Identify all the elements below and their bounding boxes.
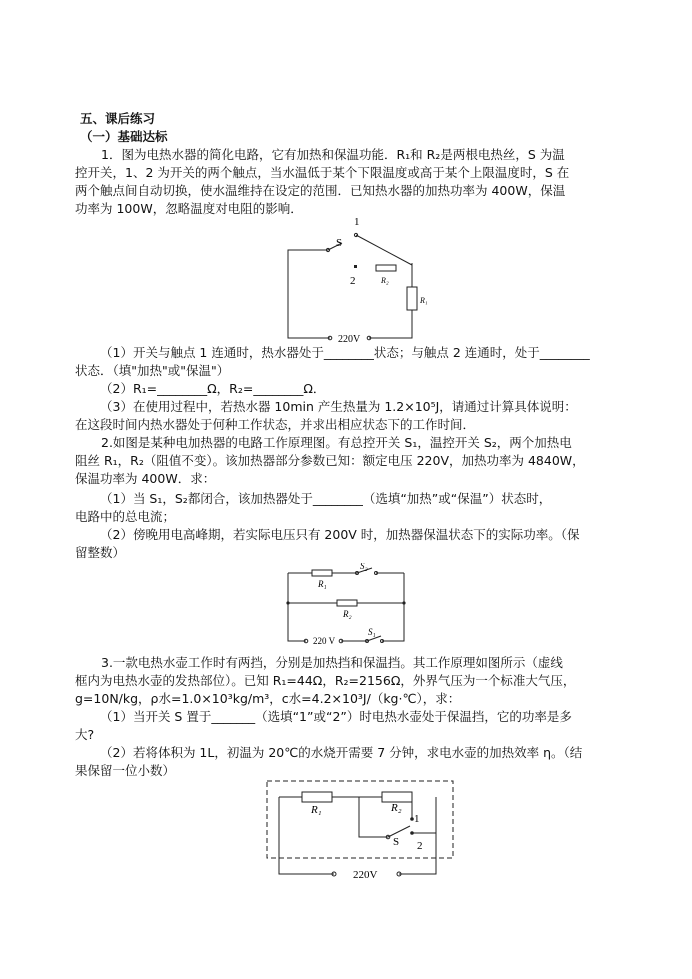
- q1-line-1: 1．图为电热水器的简化电路，它有加热和保温功能．R₁和 R₂是两根电热丝，S 为温: [101, 147, 565, 162]
- q3-r1-label: R₁: [311, 804, 322, 816]
- q1-sub-1: （1）开关与触点 1 连通时，热水器处于________状态；与触点 2 连通时，处于________: [100, 345, 590, 360]
- q2-sub-2b: 留整数）: [75, 545, 126, 560]
- q3-line-3: g=10N/kg，ρ水=1.0×10³kg/m³，c水=4.2×10³J/（kg·℃），求：: [75, 691, 461, 706]
- q3-r1-resistor: [302, 792, 332, 802]
- q2-r2-resistor: [337, 600, 357, 606]
- q1-sub-3: （3）在使用过程中，若热水器 10min 产生热量为 1.2×10⁵J，请通过计算具体说明：: [100, 399, 577, 414]
- section-subheading: （一）基础达标: [80, 129, 168, 144]
- q1-sub-3b: 在这段时间内热水器处于何种工作状态，并求出相应状态下的工作时间．: [75, 417, 476, 432]
- q3-line-1: 3.一款电热水壶工作时有两挡，分别是加热挡和保温挡。其工作原理如图所示（虚线: [101, 655, 563, 670]
- q3-sub-1: （1）当开关 S 置于_______（选填“1”或“2”）时电热水壶处于保温挡，它的功率是多: [100, 709, 572, 724]
- q3-r2-resistor: [382, 792, 412, 802]
- q3-sub-2: （2）若将体积为 1L，初温为 20℃的水烧开需要 7 分钟，求电水壶的加热效率 η。（结: [100, 745, 583, 760]
- q3-r2-label: R₂: [391, 802, 402, 814]
- q1-contact-2-label: 2: [350, 275, 356, 287]
- q3-contact-1-label: 1: [414, 813, 420, 825]
- q2-voltage-label: 220 V: [313, 636, 336, 646]
- q2-sub-1: （1）当 S₁，S₂都闭合，该加热器处于________（选填“加热”或“保温”）状态时，: [100, 491, 552, 506]
- q3-switch-label: S: [393, 836, 400, 848]
- q2-r2-label: R₂: [343, 609, 352, 619]
- q1-voltage-label: 220V: [338, 334, 361, 345]
- q3-sub-2b: 果保留一位小数）: [75, 763, 176, 778]
- q3-sub-1b: 大?: [75, 727, 95, 742]
- q1-contact-1-label: 1: [354, 216, 360, 228]
- q2-r1-resistor: [312, 570, 332, 576]
- q2-sub-2: （2）傍晚用电高峰期，若实际电压只有 200V 时，加热器保温状态下的实际功率。（保: [100, 527, 580, 542]
- q2-line-2: 阻丝 R₁，R₂（阻值不变）。该加热器部分参数已知：额定电压 220V，加热功率为 4840W，: [75, 453, 585, 468]
- q2-circuit-diagram: [282, 563, 412, 653]
- q1-r2-label: R₂: [381, 276, 389, 285]
- q2-sub-1b: 电路中的总电流；: [75, 509, 176, 524]
- q1-r1-resistor: [407, 287, 417, 310]
- q1-r1-label: R₁: [420, 296, 428, 305]
- q1-r2-resistor: [376, 265, 396, 271]
- q1-circuit-diagram: [280, 215, 430, 345]
- q2-line-3: 保温功率为 400W．求：: [75, 471, 216, 486]
- q2-r1-label: R₁: [318, 579, 327, 589]
- q1-line-4: 功率为 100W，忽略温度对电阻的影响．: [75, 201, 303, 216]
- q2-line-1: 2.如图是某种电加热器的电路工作原理图。有总控开关 S₁，温控开关 S₂，两个加热电: [101, 435, 572, 450]
- q1-switch-label: S: [336, 237, 343, 249]
- q3-line-2: 框内为电热水壶的发热部位）。已知 R₁=44Ω，R₂=2156Ω，外界气压为一个标准大气压，: [75, 673, 576, 688]
- q1-contact-2: [354, 265, 357, 268]
- q3-contact-2-label: 2: [417, 840, 423, 852]
- q3-voltage-label: 220V: [353, 869, 378, 881]
- q1-line-3: 两个触点间自动切换，使水温维持在设定的范围．已知热水器的加热功率为 400W，保温: [75, 183, 566, 198]
- section-heading: 五、课后练习: [80, 111, 156, 126]
- q1-sub-1b: 状态．（填"加热"或"保温"）: [75, 363, 230, 378]
- q2-s2-label: S₂: [360, 563, 368, 571]
- q1-sub-2: （2）R₁=________Ω，R₂=________Ω．: [100, 381, 326, 396]
- q3-heating-zone-box: [267, 781, 453, 858]
- q1-line-2: 控开关，1、2 为开关的两个触点，当水温低于某个下限温度或高于某个上限温度时，S 在: [75, 165, 570, 180]
- q2-s1-label: S₁: [368, 627, 376, 637]
- q3-circuit-diagram: [262, 775, 462, 885]
